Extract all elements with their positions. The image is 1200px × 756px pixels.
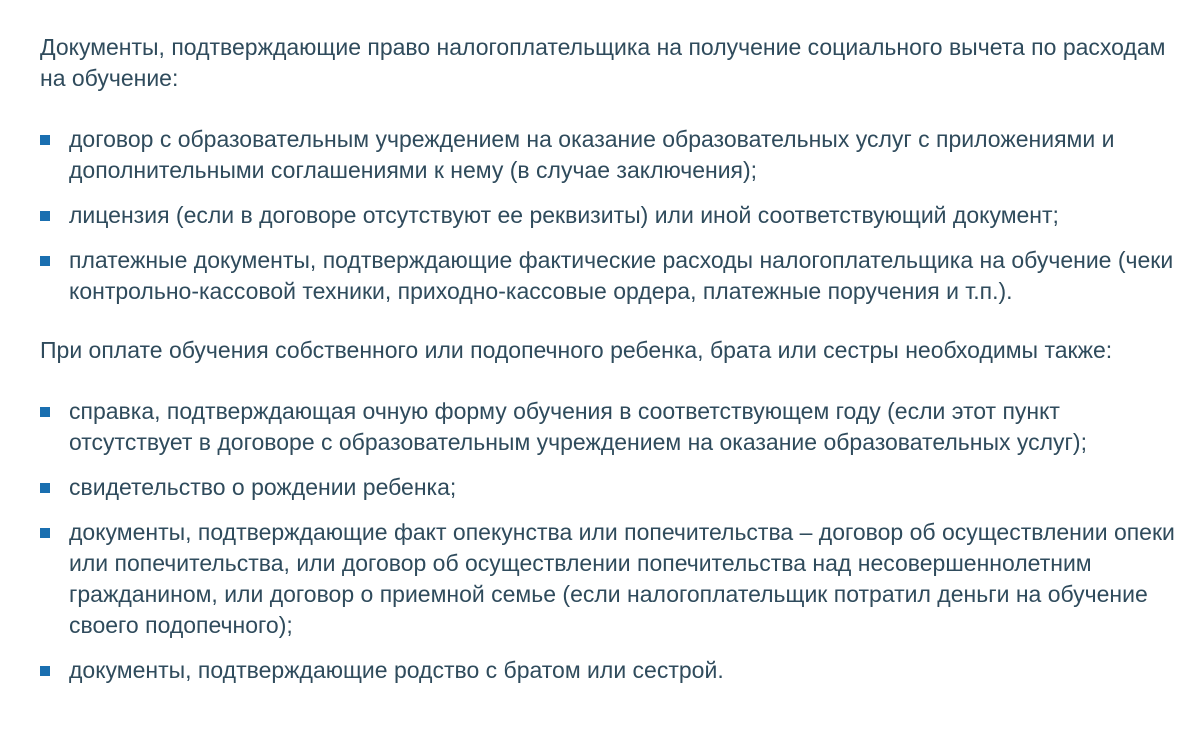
list-item-text: договор с образовательным учреждением на оказание образовательных услуг с приложениями и дополнительными соглашениями к нему (в случае заключения); — [69, 126, 1115, 183]
list-item-text: документы, подтверждающие факт опекунства или попечительства – договор об осуществлении опеки или попечительства, или договор об осуществлении попечительства над несовершеннолетним гражданином, или договор о приемной семье (если налогоплательщик потратил деньги на обучение своего подопечного); — [69, 519, 1175, 638]
child-documents-list — [40, 396, 1180, 686]
square-bullet-icon — [40, 483, 50, 493]
list-item — [40, 245, 1189, 307]
list-item — [40, 517, 1189, 641]
list-item-text: документы, подтверждающие родство с братом или сестрой. — [69, 657, 724, 683]
list-item — [40, 472, 1189, 503]
list-item — [40, 655, 1189, 686]
child-paragraph: При оплате обучения собственного или подопечного ребенка, брата или сестры необходимы также: — [40, 337, 1113, 363]
list-item-text: свидетельство о рождении ребенка; — [69, 474, 457, 500]
intro-paragraph: Документы, подтверждающие право налогоплательщика на получение социального вычета по расходам на обучение: — [40, 34, 1166, 91]
square-bullet-icon — [40, 528, 50, 538]
main-documents-list — [40, 124, 1180, 307]
square-bullet-icon — [40, 256, 50, 266]
list-item-text: платежные документы, подтверждающие фактические расходы налогоплательщика на обучение (чеки контрольно-кассовой техники, приходно-кассовые ордера, платежные поручения и т.п.). — [69, 247, 1174, 304]
square-bullet-icon — [40, 407, 50, 417]
square-bullet-icon — [40, 135, 50, 145]
square-bullet-icon — [40, 211, 50, 221]
square-bullet-icon — [40, 666, 50, 676]
list-item — [40, 124, 1189, 186]
list-item-text: лицензия (если в договоре отсутствуют ее реквизиты) или иной соответствующий документ; — [69, 202, 1059, 228]
list-item — [40, 396, 1189, 458]
list-item-text: справка, подтверждающая очную форму обучения в соответствующем году (если этот пункт отсутствует в договоре с образовательным учреждением на оказание образовательных услуг); — [69, 398, 1087, 455]
list-item — [40, 200, 1189, 231]
